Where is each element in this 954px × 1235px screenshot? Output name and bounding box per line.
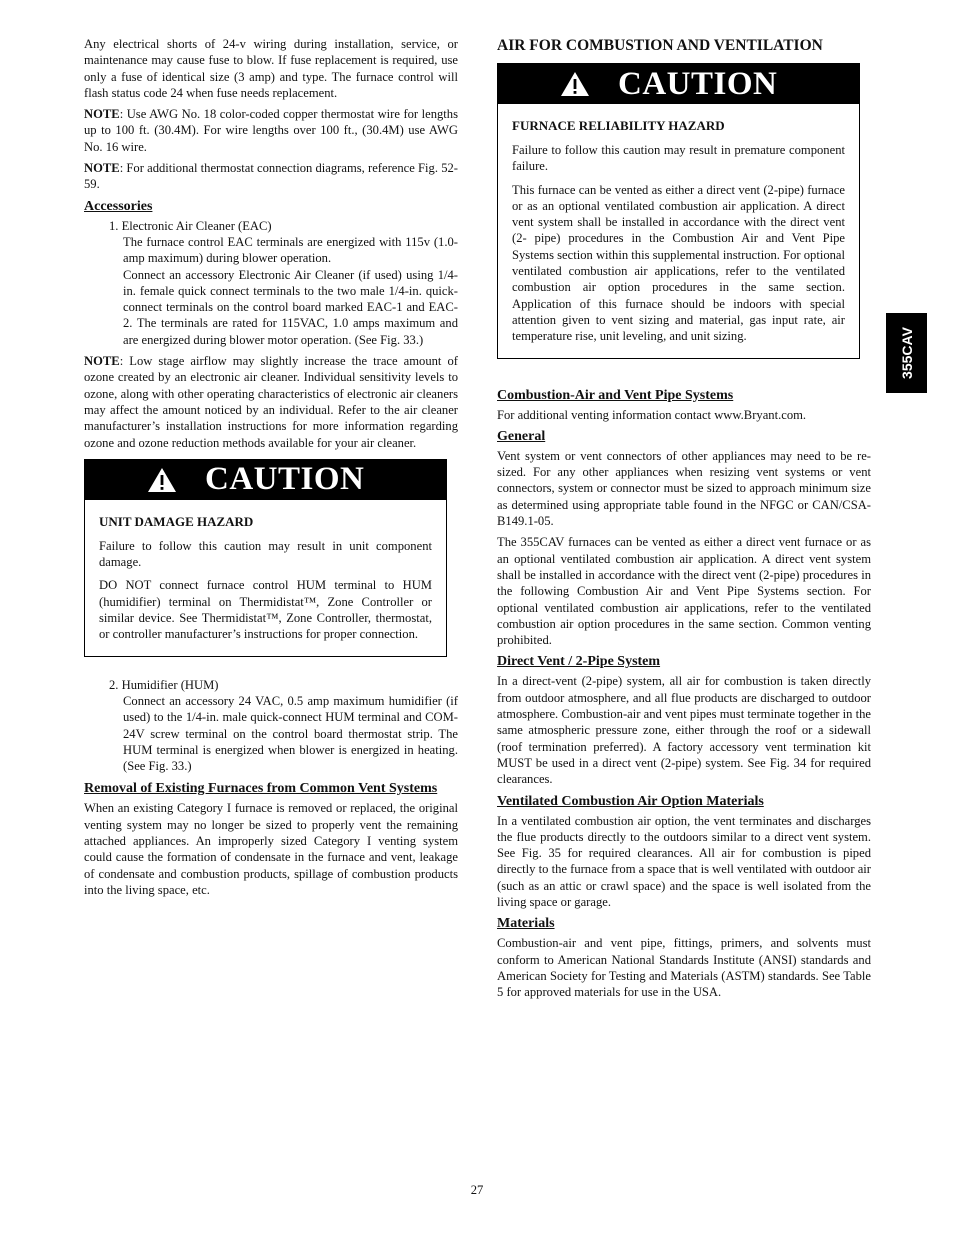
model-label: 355CAV [898,327,915,379]
right-column [497,37,871,1005]
model-side-tab [886,313,927,393]
direct-vent-heading: Direct Vent / 2-Pipe System [497,654,661,670]
list-item-text: Connect an accessory 24 VAC, 0.5 amp maximum humidifier (if used) to the 1/4-in. male quick-connect HUM terminal and COM-24V screw terminal on the control board thermostat strip. The HUM terminal is energized when blower is energized in heating. (See Fig. 33.) [123,693,458,774]
removal-paragraph: When an existing Category I furnace is removed or replaced, the original venting system may no longer be sized to properly vent the remaining attached appliances. An improperly sized Category I venting system could cause the formation of condensate in the furnace and vent, leakage of condensate and combustion products, spillage of combustion products into the living space, etc. [84,801,458,897]
caution-body [498,104,859,358]
caution-bar [498,64,859,104]
caution-box-furnace-reliability [497,63,860,359]
caution-text: Failure to follow this caution may result in unit component damage. [99,538,432,570]
direct-vent-paragraph: In a direct-vent (2-pipe) system, all air for combustion is taken directly from outdoor atmosphere, and all flue products are discharged to outdoor atmosphere. Combustion-air and vent pipes must terminate together in the same atmospheric pressure zone, either through the roof or a sidewall (roof termination preferred). A factory accessory vent termination kit MUST be used in a direct vent (2-pipe) system. See Fig. 34 for required clearances. [497,674,871,787]
note-label: NOTE [84,354,120,369]
warning-triangle-icon [147,465,177,495]
list-item-text: The furnace control EAC terminals are energized with 115v (1.0-amp maximum) during blower operation. [123,234,458,266]
list-item-title: 2. Humidifier (HUM) [109,677,219,692]
note-text: : For additional thermostat connection diagrams, reference Fig. 52-59. [84,161,458,192]
ventilated-heading: Ventilated Combustion Air Option Materials [497,793,764,809]
note-wire-gauge [84,106,458,155]
caution-title: CAUTION [205,461,365,498]
caution-body [85,500,446,656]
fuse-paragraph: Any electrical shorts of 24-v wiring during installation, service, or maintenance may cause fuse to blow. If fuse replacement is required, use only a fuse of identical size (3 amp) and type. The furnace control will flash status code 24 when fuse needs replacement. [84,37,458,100]
page-number: 27 [470,1183,484,1197]
list-item-humidifier [84,677,458,775]
hazard-title: FURNACE RELIABILITY HAZARD [512,118,725,133]
list-item-text: Connect an accessory Electronic Air Cleaner (if used) using 1/4-in. female quick connect terminals to the two male 1/4-in. quick-connect terminals on the control board marked EAC-1 and EAC-2. The terminals are rated for 115VAC, 1.0 amps maximum and are energized during blower motor operation. (See Fig. 33.) [123,267,458,347]
caution-text: DO NOT connect furnace control HUM terminal to HUM (humidifier) terminal on Thermidistat™, Zone Controller or similar device. See Thermidistat™, Zone Controller, thermostat, or controller manufacturer’s instructions for proper connection. [99,578,432,642]
note-text: : Use AWG No. 18 color-coded copper thermostat wire for lengths up to 100 ft. (30.4M). For wire lengths over 100 ft., (30.4M) use AWG No. 16 wire. [84,107,458,154]
note-text: : Low stage airflow may slightly increase the trace amount of ozone created by an electronic air cleaner. Individual sensitivity levels to ozone, along with other operating characteristics of electronic air cleaners may affect the amount noticed by an individual. Refer to the air cleaner manufacturer’s installation instructions for more information regarding ozone and ozone reduction methods available for your air cleaner. [84,354,458,450]
materials-paragraph: Combustion-air and vent pipe, fittings, primers, and solvents must conform to American National Standards Institute (ANSI) standards and American Society for Testing and Materials (ASTM) standards. See Table 5 for approved materials for use in the USA. [497,936,871,1000]
note-label: NOTE [84,107,120,122]
list-item-eac [84,218,458,348]
caution-box-unit-damage [84,459,447,657]
general-paragraph: The 355CAV furnaces can be vented as either a direct vent furnace or as an optional ventilated combustion air application. A direct vent system shall be installed in accordance with the direct vent (2-pipe) procedures in the following Combustion Air and Vent Pipe Systems section. For optional ventilated combustion air applications, refer to the ventilated combustion air option procedures in the same section. Common venting prohibited. [497,535,871,648]
section-title: AIR FOR COMBUSTION AND VENTILATION [497,37,823,54]
note-label: NOTE [84,161,120,176]
caution-text: This furnace can be vented as either a direct vent (2-pipe) furnace or as an optional ventilated combustion air application. A direct vent system shall be installed in accordance with the direct vent (2- pipe) procedures in the Combustion Air and Vent Pipe Systems section within this supplemental instruction. For optional ventilated combustion air applications, refer to the ventilated combustion air option procedures in the same section. Application of this furnace should be indoors with special attention given to vent sizing and material, gas input rate, air temperature rise, unit leveling, and unit sizing. [512,182,846,344]
left-column [84,36,458,903]
combustion-heading: Combustion-Air and Vent Pipe Systems [497,387,734,403]
accessories-heading: Accessories [84,198,153,214]
caution-text: Failure to follow this caution may result in premature component failure. [512,143,845,174]
materials-heading: Materials [497,916,555,932]
general-paragraph: Vent system or vent connectors of other appliances may need to be re-sized. For any other appliances when resizing vent systems or vent connectors, system or connector must be sized to approach minimum size as determined using appropriate table found in the NFGC or CAN/CSA-B149.1-05. [497,448,871,529]
combustion-paragraph: For additional venting information contact www.Bryant.com. [497,407,807,422]
removal-heading: Removal of Existing Furnaces from Common Vent Systems [84,781,438,797]
list-item-title: 1. Electronic Air Cleaner (EAC) [109,218,272,233]
general-heading: General [497,428,546,444]
warning-triangle-icon [560,69,590,99]
caution-title: CAUTION [618,65,778,102]
hazard-title: UNIT DAMAGE HAZARD [99,513,254,529]
note-diagrams [84,160,458,193]
ventilated-paragraph: In a ventilated combustion air option, the vent terminates and discharges the flue products directly to the outdoors similar to a direct vent system. See Fig. 35 for required clearances. All air for combustion is piped directly to the furnace from a space that is well ventilated with outdoor air (such as an attic or crawl space) and the space is well isolated from the living space or garage. [497,813,871,909]
caution-bar [85,460,446,500]
note-ozone [84,353,458,451]
